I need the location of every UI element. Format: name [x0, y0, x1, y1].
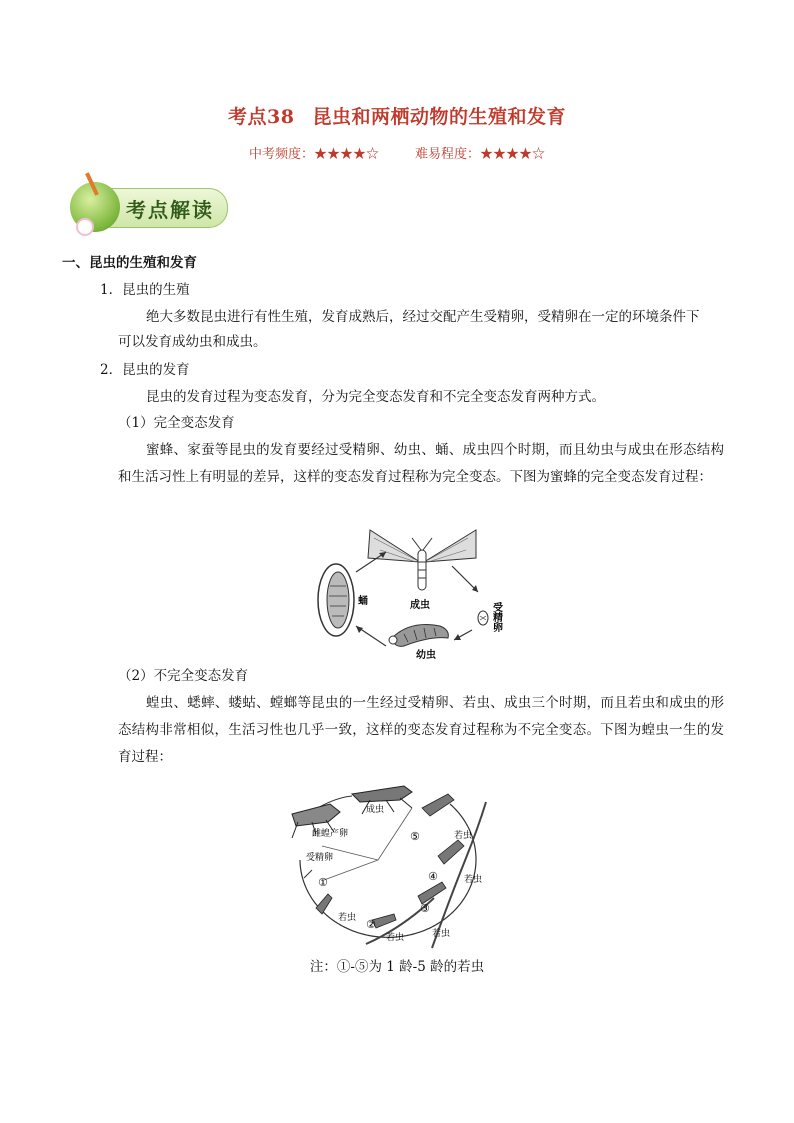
nymph-number-5: ⑤	[410, 830, 420, 843]
label-nymph-5: 若虫	[454, 831, 473, 841]
label-larva: 幼虫	[416, 650, 436, 661]
label-female-laying: 雌蝗产卵	[312, 829, 349, 839]
item1-title: 1．昆虫的生殖	[100, 282, 190, 298]
difficulty-rating: 难易程度：★★★★☆	[415, 147, 546, 162]
label-nymph-3: 若虫	[432, 929, 451, 939]
nymph-number-4: ④	[428, 870, 438, 883]
larva-icon	[389, 625, 448, 647]
label-nymph-2: 若虫	[386, 933, 405, 943]
label-pupa: 蛹	[358, 596, 368, 607]
item2-title: 2．昆虫的发育	[100, 362, 190, 378]
section-heading: 一、昆虫的生殖和发育	[62, 255, 197, 271]
frequency-rating: 中考频度：★★★★☆	[248, 147, 379, 162]
item1-line1: 绝大多数昆虫进行有性生殖，发育成熟后，经过交配产生受精卵，受精卵在一定的环境条件下	[146, 309, 700, 325]
nymph-number-1: ①	[318, 876, 328, 889]
nymph-number-2: ②	[366, 918, 376, 931]
page-title	[0, 102, 794, 129]
label-nymph-1: 若虫	[338, 913, 357, 923]
bee-adult-icon	[368, 530, 476, 590]
title-text: 昆虫和两栖动物的生殖和发育	[312, 106, 566, 128]
nymph-number-3: ③	[420, 902, 430, 915]
sub1-paragraph: 蜜蜂、家蚕等昆虫的发育要经过受精卵、幼虫、蛹、成虫四个时期，而且幼虫与成虫在形态结构和生活习性上有明显的差异，这样的变态发育过程称为完全变态。下图为蜜蜂的完全变态发育过程：	[118, 442, 724, 485]
sub2-paragraph: 蝗虫、蟋蟀、蝼蛄、螳螂等昆虫的一生经过受精卵、若虫、成虫三个时期，而且若虫和成虫的形态结构非常相似，生活习性也几乎一致，这样的变态发育过程称为不完全变态。下图为蝗虫一生的发育过程：	[118, 695, 724, 765]
figure-note: 注：①-⑤为 1 龄-5 龄的若虫	[309, 959, 485, 975]
banner-label: 考点解读	[126, 198, 214, 222]
pupa-icon	[318, 564, 354, 636]
bee-metamorphosis-figure	[300, 520, 520, 665]
label-adult: 成虫	[366, 805, 385, 815]
label-egg: 受精卵	[306, 853, 334, 863]
sub2-title: （2）不完全变态发育	[118, 668, 249, 684]
label-egg: 受精卵	[490, 602, 502, 632]
item1-line2: 可以发育成幼虫和成虫。	[118, 334, 267, 350]
title-number: 考点38	[228, 106, 295, 128]
sub1-title: （1）完全变态发育	[118, 415, 235, 431]
label-adult: 成虫	[410, 600, 430, 611]
difficulty-meta	[0, 143, 794, 162]
section-banner	[70, 178, 228, 234]
item2-intro: 昆虫的发育过程为变态发育，分为完全变态发育和不完全变态发育两种方式。	[146, 389, 605, 405]
flower-icon	[76, 218, 94, 236]
locust-metamorphosis-figure	[282, 778, 492, 950]
label-nymph-4: 若虫	[464, 875, 483, 885]
egg-icon	[478, 611, 488, 625]
